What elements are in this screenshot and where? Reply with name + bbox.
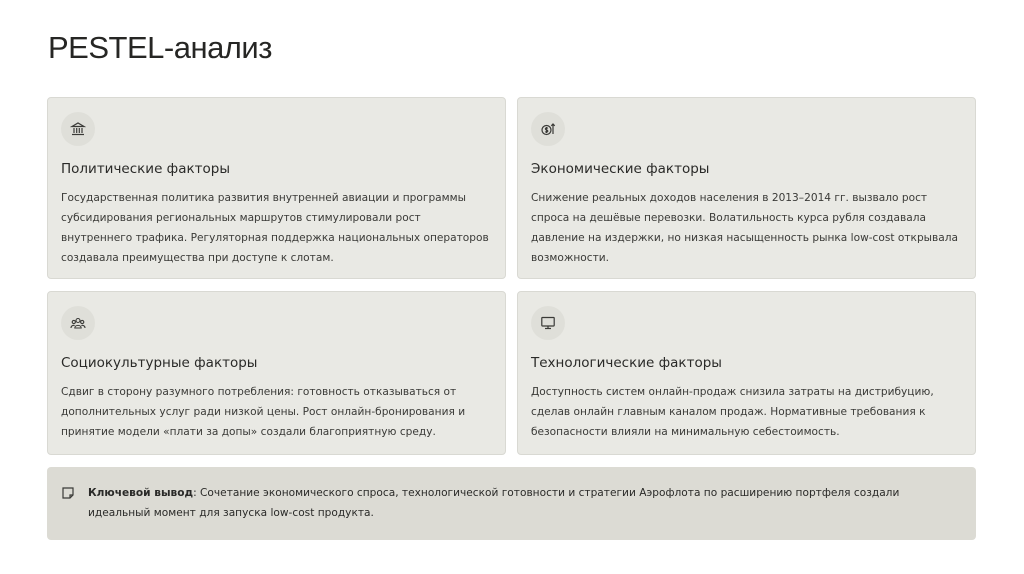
people-group-icon [61, 306, 95, 340]
card-title: Социокультурные факторы [61, 355, 258, 371]
summary-separator: : [193, 487, 197, 499]
card-economic [517, 97, 976, 279]
card-text: Доступность систем онлайн-продаж снизила затраты на дистрибуцию, сделав онлайн главным каналом продаж. Нормативные требования к безопасности влияли на минимальную себестоимость. [531, 386, 934, 438]
card-title: Политические факторы [61, 161, 231, 177]
summary-body: Сочетание экономического спроса, технологической готовности и стратегии Аэрофлота по расширению портфеля создали идеальный момент для запуска low-cost продукта. [88, 487, 900, 519]
note-icon [61, 486, 75, 500]
card-title: Экономические факторы [531, 161, 710, 177]
money-growth-icon [531, 112, 565, 146]
key-conclusion-box [47, 467, 976, 540]
bank-icon [61, 112, 95, 146]
summary-label: Ключевой вывод [88, 487, 194, 499]
card-title: Технологические факторы [531, 355, 722, 371]
card-text: Государственная политика развития внутренней авиации и программы субсидирования региональных маршрутов стимулировали рост внутреннего трафика. Регуляторная поддержка национальных операторов создавала преимущества при доступе к слотам. [61, 192, 489, 264]
card-political [47, 97, 506, 279]
summary-text [88, 483, 946, 523]
card-sociocultural [47, 291, 506, 455]
monitor-icon [531, 306, 565, 340]
card-text: Снижение реальных доходов населения в 2013–2014 гг. вызвало рост спроса на дешёвые перевозки. Волатильность курса рубля создавала давление на издержки, но низкая насыщенность рынка low-cost открывала возможности. [531, 192, 959, 264]
card-text: Сдвиг в сторону разумного потребления: готовность отказываться от дополнительных услуг ради низкой цены. Рост онлайн-бронирования и принятие модели «плати за допы» создали благоприятную среду. [61, 386, 466, 438]
card-technological [517, 291, 976, 455]
page-title: PESTEL-анализ [48, 30, 272, 65]
